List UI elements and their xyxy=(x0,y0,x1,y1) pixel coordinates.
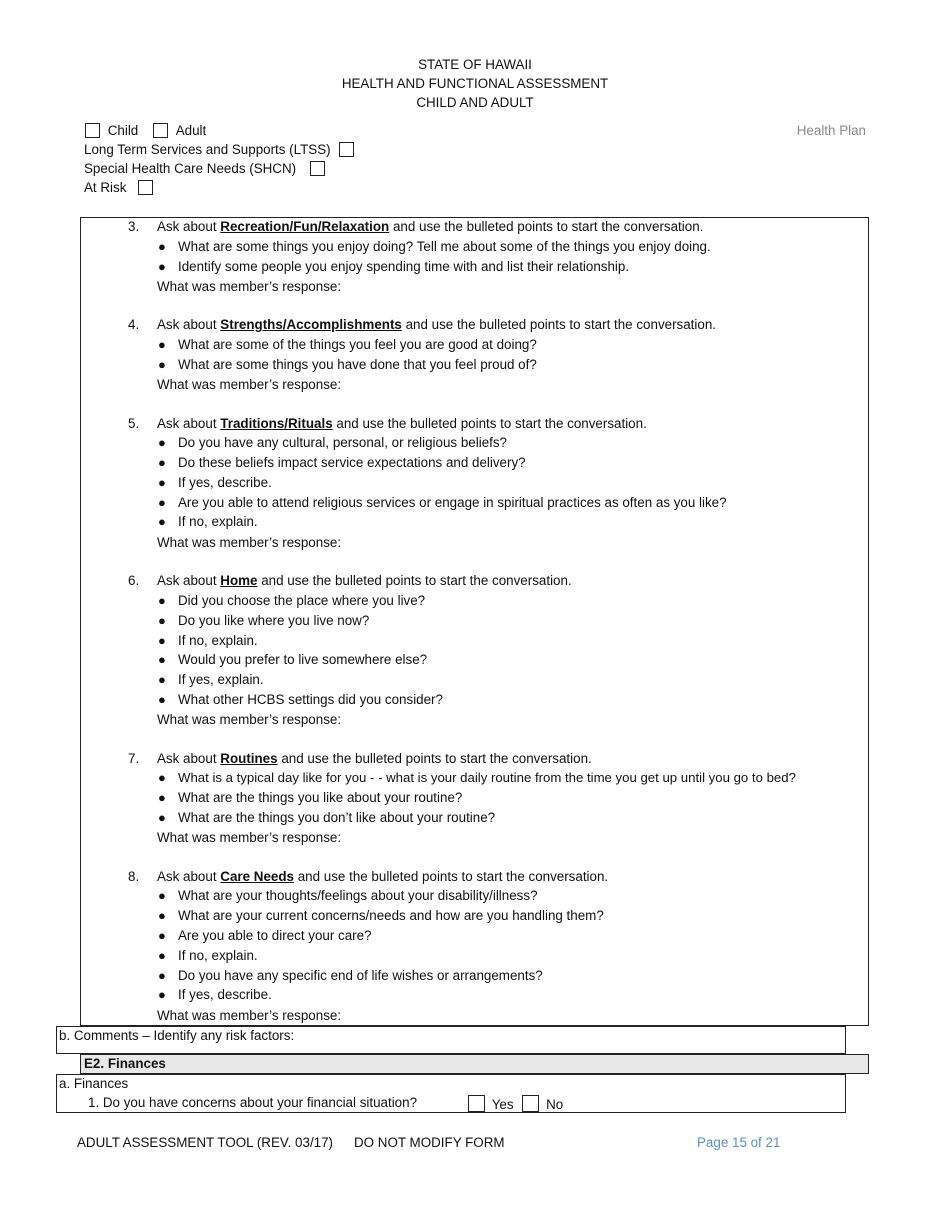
header-title: HEALTH AND FUNCTIONAL ASSESSMENT xyxy=(341,76,609,91)
q7-response-label: What was member’s response: xyxy=(157,830,342,845)
q7-text: Ask about Routines and use the bulleted points to start the conversation. xyxy=(157,751,592,766)
comments-label: b. Comments – Identify any risk factors: xyxy=(59,1028,295,1043)
ltss-row xyxy=(84,142,354,157)
bullet-icon: ● xyxy=(158,337,166,352)
bullet-icon: ● xyxy=(158,652,166,667)
q8-bullet-5: Do you have any specific end of life wishes or arrangements? xyxy=(178,968,543,983)
child-checkbox[interactable] xyxy=(85,123,100,138)
q6-bullet-4: Would you prefer to live somewhere else? xyxy=(178,652,428,667)
shcn-row xyxy=(84,161,325,176)
bullet-icon: ● xyxy=(158,770,166,785)
q7-topic: Routines xyxy=(220,751,278,766)
footer-notice: DO NOT MODIFY FORM xyxy=(354,1135,505,1150)
q6-topic: Home xyxy=(220,573,258,588)
yes-checkbox[interactable] xyxy=(468,1095,485,1112)
bullet-icon: ● xyxy=(158,475,166,490)
footer-tool: ADULT ASSESSMENT TOOL (REV. 03/17) xyxy=(77,1135,334,1150)
adult-label: Adult xyxy=(175,123,207,138)
q4-topic: Strengths/Accomplishments xyxy=(220,317,402,332)
bullet-icon: ● xyxy=(158,888,166,903)
q6-bullet-6: What other HCBS settings did you consider? xyxy=(178,692,443,707)
shcn-label: Special Health Care Needs (SHCN) xyxy=(84,161,297,176)
q6-number: 6. xyxy=(128,573,140,588)
bullet-icon: ● xyxy=(158,948,166,963)
q3-response-label: What was member’s response: xyxy=(157,279,342,294)
at-risk-checkbox[interactable] xyxy=(138,180,153,195)
q6-bullet-2: Do you like where you live now? xyxy=(178,613,370,628)
q7-bullet-1: What is a typical day like for you - - what is your daily routine from the time you get up until you go to bed? xyxy=(178,770,796,785)
q4-text: Ask about Strengths/Accomplishments and use the bulleted points to start the conversation. xyxy=(157,317,716,332)
bullet-icon: ● xyxy=(158,987,166,1002)
q8-number: 8. xyxy=(128,869,140,884)
yes-label: Yes xyxy=(491,1097,514,1112)
bullet-icon: ● xyxy=(158,672,166,687)
at-risk-label: At Risk xyxy=(84,180,127,195)
q6-bullet-1: Did you choose the place where you live? xyxy=(178,593,426,608)
q7-number: 7. xyxy=(128,751,140,766)
q3-bullet-2: Identify some people you enjoy spending time with and list their relationship. xyxy=(178,259,630,274)
bullet-icon: ● xyxy=(158,928,166,943)
adult-checkbox[interactable] xyxy=(153,123,168,138)
bullet-icon: ● xyxy=(158,968,166,983)
q5-topic: Traditions/Rituals xyxy=(220,416,333,431)
q3-topic: Recreation/Fun/Relaxation xyxy=(220,219,390,234)
bullet-icon: ● xyxy=(158,495,166,510)
q5-bullet-4: Are you able to attend religious services or engage in spiritual practices as often as you like? xyxy=(178,495,727,510)
bullet-icon: ● xyxy=(158,810,166,825)
q8-bullet-1: What are your thoughts/feelings about your disability/illness? xyxy=(178,888,538,903)
q5-response-label: What was member’s response: xyxy=(157,535,342,550)
ltss-checkbox[interactable] xyxy=(339,142,354,157)
q3-text: Ask about Recreation/Fun/Relaxation and use the bulleted points to start the conversation. xyxy=(157,219,704,234)
q5-bullet-3: If yes, describe. xyxy=(178,475,272,490)
q8-response-label: What was member’s response: xyxy=(157,1008,342,1023)
header-state: STATE OF HAWAII xyxy=(418,57,532,72)
bullet-icon: ● xyxy=(158,435,166,450)
q7-bullet-2: What are the things you like about your routine? xyxy=(178,790,463,805)
bullet-icon: ● xyxy=(158,357,166,372)
bullet-icon: ● xyxy=(158,692,166,707)
bullet-icon: ● xyxy=(158,239,166,254)
bullet-icon: ● xyxy=(158,455,166,470)
child-label: Child xyxy=(107,123,139,138)
q4-number: 4. xyxy=(128,317,140,332)
bullet-icon: ● xyxy=(158,908,166,923)
header-subtitle: CHILD AND ADULT xyxy=(416,95,534,110)
q8-topic: Care Needs xyxy=(220,869,294,884)
q5-bullet-1: Do you have any cultural, personal, or religious beliefs? xyxy=(178,435,507,450)
q8-bullet-3: Are you able to direct your care? xyxy=(178,928,372,943)
category-row xyxy=(85,123,206,138)
no-label: No xyxy=(546,1097,564,1112)
no-checkbox[interactable] xyxy=(522,1095,539,1112)
q5-number: 5. xyxy=(128,416,140,431)
finances-q1: 1. Do you have concerns about your financial situation? xyxy=(88,1095,418,1110)
q3-bullet-1: What are some things you enjoy doing? Tell me about some of the things you enjoy doing. xyxy=(178,239,711,254)
q8-bullet-2: What are your current concerns/needs and how are you handling them? xyxy=(178,908,604,923)
q6-bullet-3: If no, explain. xyxy=(178,633,258,648)
health-plan-label: Health Plan xyxy=(796,123,866,138)
q8-bullet-4: If no, explain. xyxy=(178,948,258,963)
footer-page-number: Page 15 of 21 xyxy=(697,1135,781,1150)
q7-bullet-3: What are the things you don’t like about your routine? xyxy=(178,810,496,825)
q3-number: 3. xyxy=(128,219,140,234)
q5-bullet-5: If no, explain. xyxy=(178,514,258,529)
bullet-icon: ● xyxy=(158,790,166,805)
q4-bullet-2: What are some things you have done that you feel proud of? xyxy=(178,357,537,372)
finances-sub-label: a. Finances xyxy=(59,1076,129,1091)
finances-section-header xyxy=(80,1054,869,1074)
q8-text: Ask about Care Needs and use the bulleted points to start the conversation. xyxy=(157,869,609,884)
at-risk-row xyxy=(84,180,153,195)
q6-bullet-5: If yes, explain. xyxy=(178,672,264,687)
ltss-label: Long Term Services and Supports (LTSS) xyxy=(84,142,331,157)
bullet-icon: ● xyxy=(158,613,166,628)
finances-section-title: E2. Finances xyxy=(84,1056,166,1071)
q6-text: Ask about Home and use the bulleted points to start the conversation. xyxy=(157,573,572,588)
bullet-icon: ● xyxy=(158,259,166,274)
finances-q1-options xyxy=(468,1095,563,1112)
q5-text: Ask about Traditions/Rituals and use the bulleted points to start the conversation. xyxy=(157,416,647,431)
q5-bullet-2: Do these beliefs impact service expectations and delivery? xyxy=(178,455,526,470)
q4-bullet-1: What are some of the things you feel you are good at doing? xyxy=(178,337,537,352)
shcn-checkbox[interactable] xyxy=(310,161,325,176)
bullet-icon: ● xyxy=(158,593,166,608)
q6-response-label: What was member’s response: xyxy=(157,712,342,727)
bullet-icon: ● xyxy=(158,514,166,529)
q4-response-label: What was member’s response: xyxy=(157,377,342,392)
bullet-icon: ● xyxy=(158,633,166,648)
q8-bullet-6: If yes, describe. xyxy=(178,987,272,1002)
